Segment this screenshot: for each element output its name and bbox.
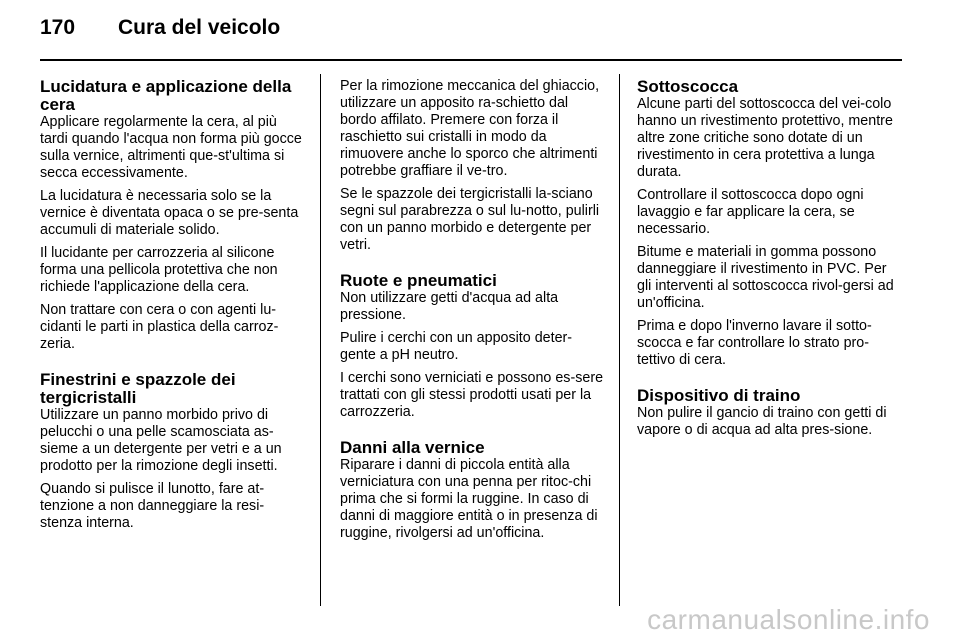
paragraph: Applicare regolarmente la cera, al più tardi quando l'acqua non forma più gocce sulla vernice, altrimenti que-st'ultima si secca eccessivamente. — [40, 114, 302, 181]
paragraph: Quando si pulisce il lunotto, fare at-tenzione a non danneggiare la resi-stenza interna. — [40, 481, 265, 531]
column-3 — [637, 78, 901, 445]
heading-danni: Danni alla vernice — [340, 438, 485, 457]
paragraph: I cerchi sono verniciati e possono es-sere trattati con gli stessi prodotti usati per la carrozzeria. — [340, 370, 604, 420]
paragraph: La lucidatura è necessaria solo se la vernice è diventata opaca o se pre-senta accumuli di materiale solido. — [40, 188, 299, 238]
column-divider-1 — [320, 74, 321, 606]
heading-sottoscocca: Sottoscocca — [637, 77, 739, 96]
column-divider-2 — [619, 74, 620, 606]
heading-finestrini: Finestrini e spazzole dei tergicristalli — [40, 370, 236, 407]
paragraph: Per la rimozione meccanica del ghiaccio, utilizzare un apposito ra-schietto dal bordo affilato. Premere con forza il raschietto sui cristalli in modo da rimuovere anche lo sporco che altrimenti potrebbe graffiare il ve-tro. — [340, 78, 600, 179]
page-number: 170 — [40, 16, 76, 39]
paragraph: Pulire i cerchi con un apposito deter-gente a pH neutro. — [340, 330, 573, 363]
paragraph: Utilizzare un panno morbido privo di pelucchi o una pelle scamosciata as-sieme a un detergente per vetri e a un prodotto per la rimozione degli insetti. — [40, 407, 282, 474]
paragraph: Non utilizzare getti d'acqua ad alta pressione. — [340, 290, 559, 323]
page-header — [40, 16, 280, 46]
heading-lucidatura: Lucidatura e applicazione della cera — [40, 77, 292, 114]
paragraph: Controllare il sottoscocca dopo ogni lavaggio e far applicare la cera, se necessario. — [637, 187, 864, 237]
column-2 — [340, 78, 604, 548]
column-1 — [40, 78, 304, 538]
paragraph: Prima e dopo l'inverno lavare il sotto-scocca e far controllare lo strato pro-tettivo di cera. — [637, 318, 872, 368]
header-rule — [40, 59, 902, 61]
paragraph: Alcune parti del sottoscocca del vei-colo hanno un rivestimento protettivo, mentre altre zone critiche sono dotate di un rivestimento in cera protettiva a lunga durata. — [637, 96, 893, 180]
paragraph: Se le spazzole dei tergicristalli la-sciano segni sul parabrezza o sul lu-notto, pulirli con un panno morbido e detergente per vetri. — [340, 186, 600, 253]
paragraph: Bitume e materiali in gomma possono danneggiare il rivestimento in PVC. Per gli interventi al sottoscocca rivol-gersi ad un'officina. — [637, 244, 894, 311]
heading-traino: Dispositivo di traino — [637, 386, 801, 405]
paragraph: Non pulire il gancio di traino con getti di vapore o di acqua ad alta pres-sione. — [637, 405, 887, 438]
paragraph: Il lucidante per carrozzeria al silicone forma una pellicola protettiva che non richiede l'applicazione della cera. — [40, 245, 278, 295]
page-title: Cura del veicolo — [118, 16, 281, 39]
paragraph: Non trattare con cera o con agenti lu-cidanti le parti in plastica della carroz-zeria. — [40, 302, 279, 352]
heading-ruote: Ruote e pneumatici — [340, 271, 497, 290]
watermark: carmanualsonline.info — [647, 604, 930, 635]
paragraph: Riparare i danni di piccola entità alla verniciatura con una penna per ritoc-chi prima che si formi la ruggine. In caso di danni di maggiore entità o in presenza di ruggine, rivolgersi ad un'officina. — [340, 457, 598, 541]
